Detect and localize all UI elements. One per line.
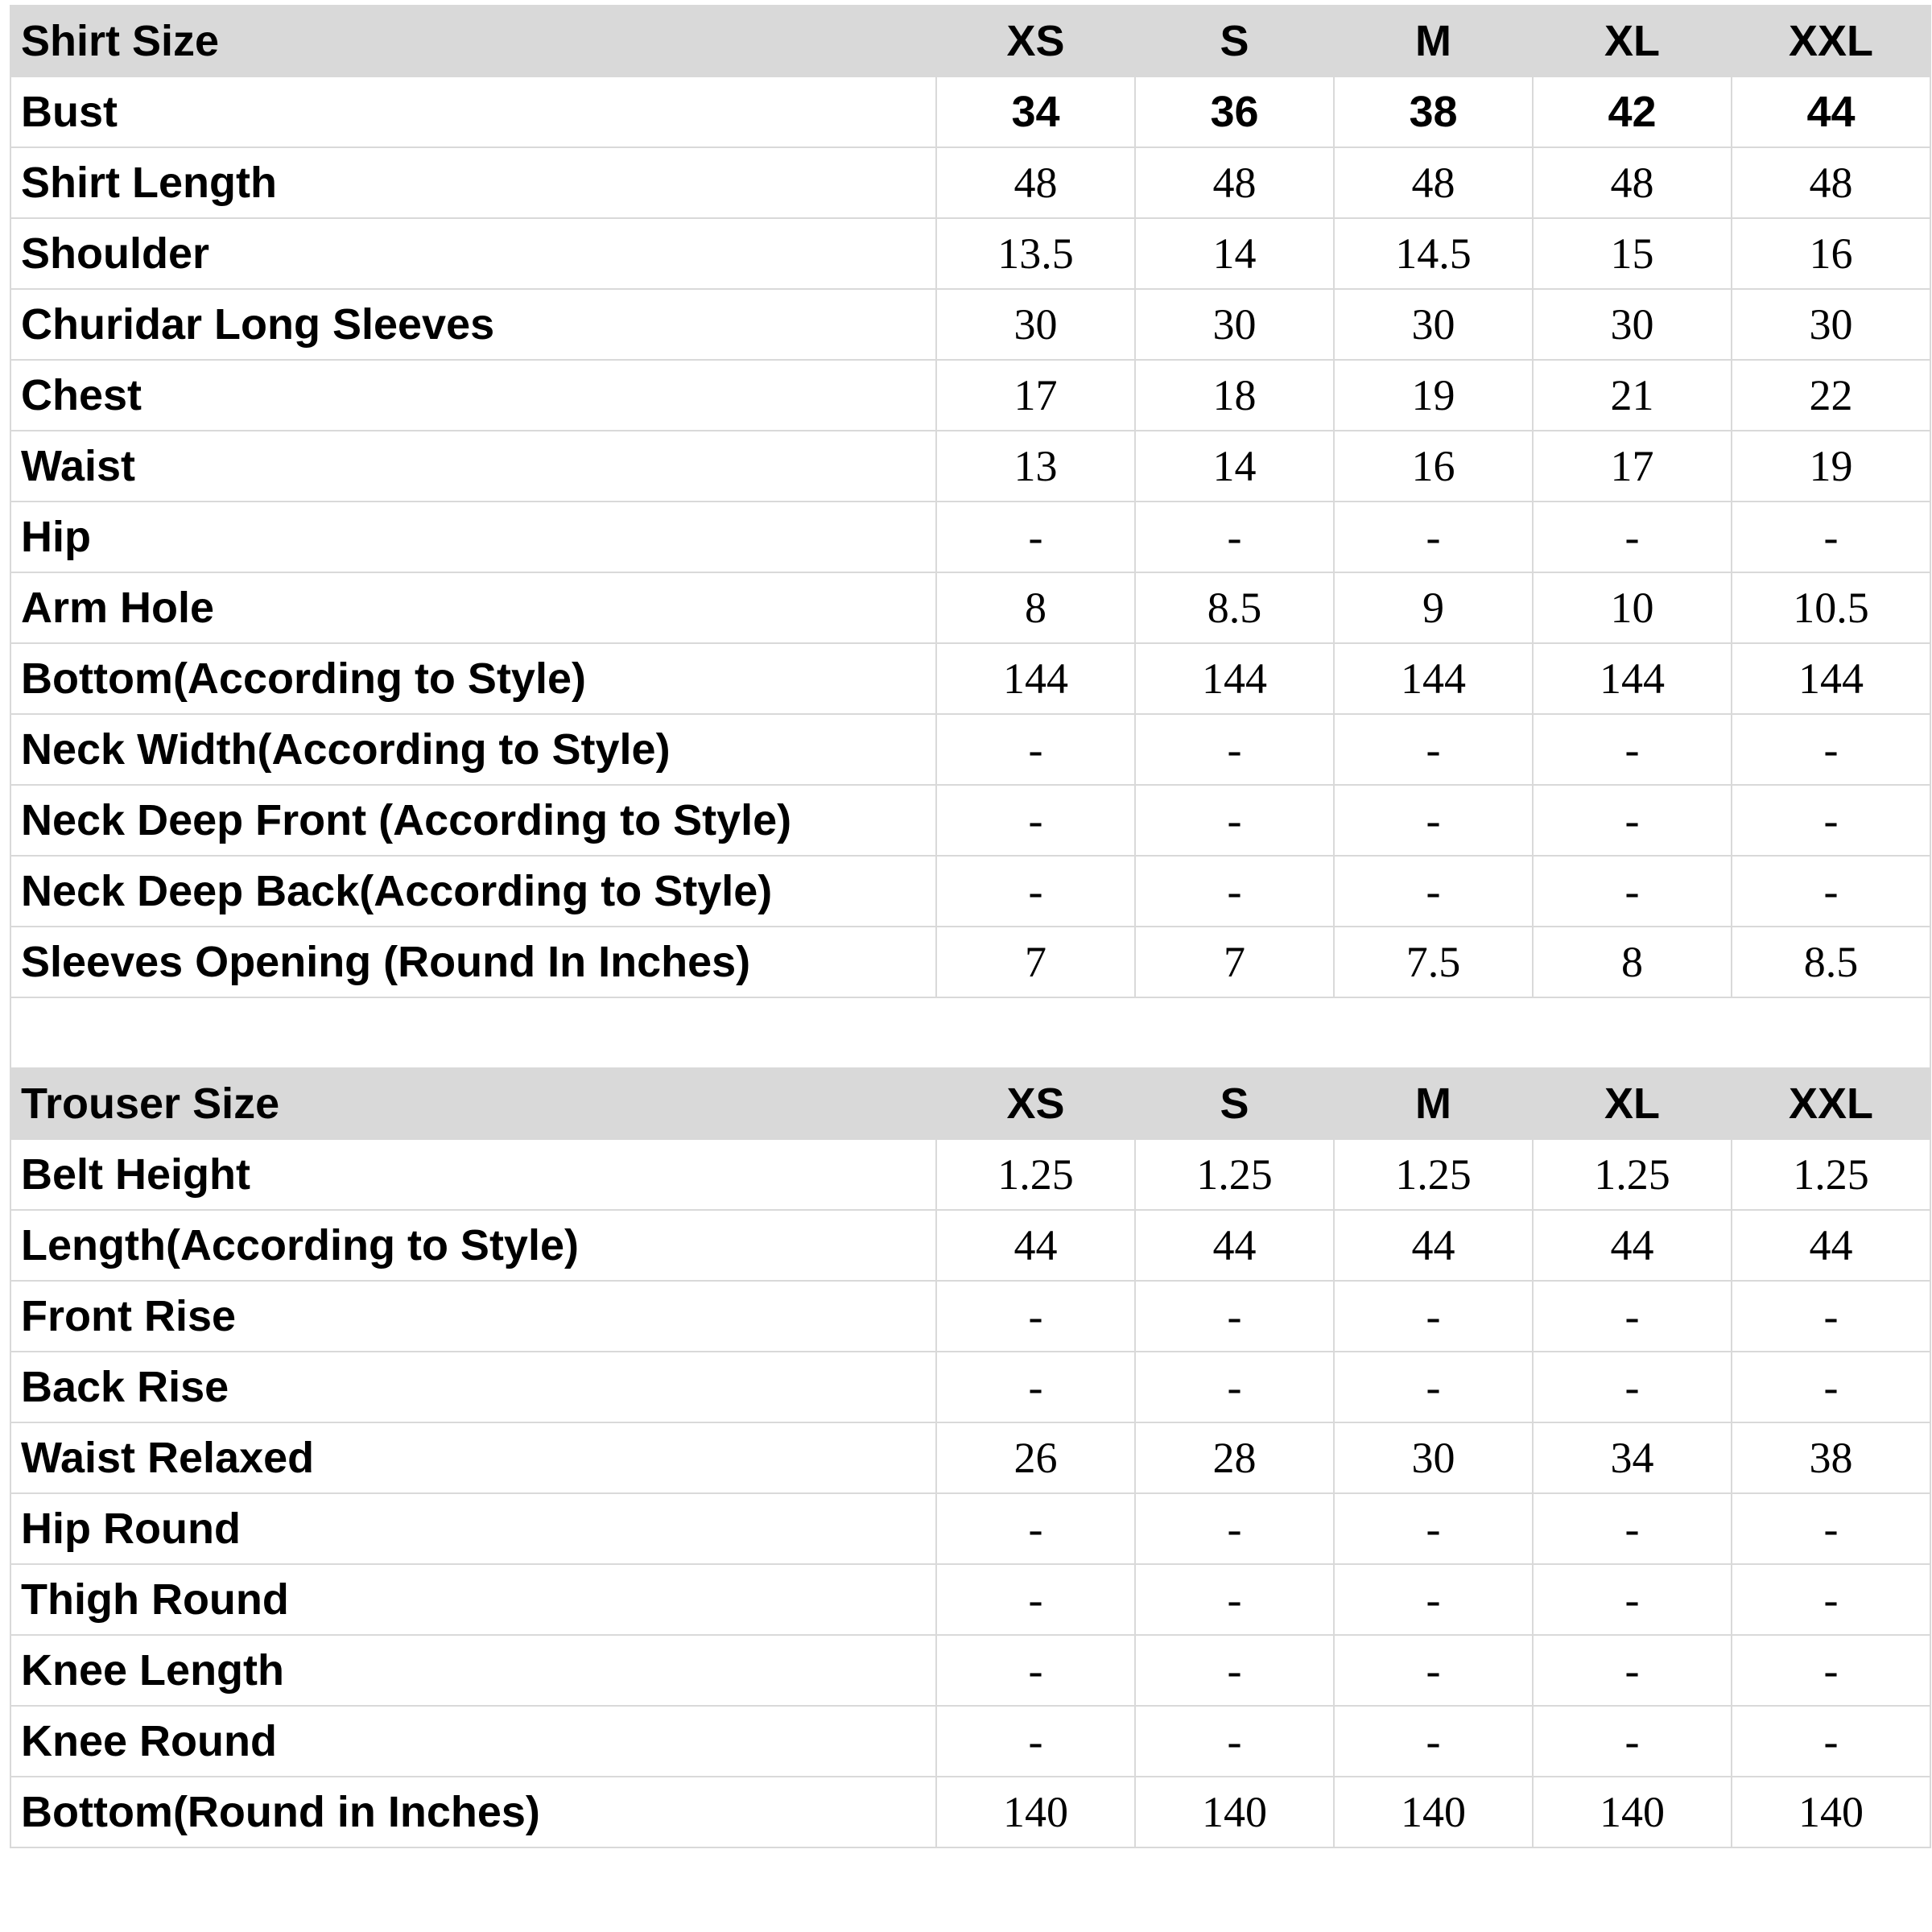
measurement-value: 34 bbox=[1533, 1422, 1732, 1493]
measurement-value: - bbox=[1334, 1493, 1533, 1564]
trouser-size-row bbox=[10, 1422, 1930, 1493]
measurement-value: - bbox=[1135, 502, 1334, 572]
measurement-value: - bbox=[1732, 1281, 1930, 1352]
measurement-value: - bbox=[936, 856, 1135, 927]
measurement-value: 7.5 bbox=[1334, 927, 1533, 997]
measurement-value: - bbox=[1334, 1635, 1533, 1706]
trouser-size-size-header: XL bbox=[1533, 1068, 1732, 1139]
measurement-value: 30 bbox=[936, 289, 1135, 360]
measurement-value: 1.25 bbox=[1334, 1139, 1533, 1210]
measurement-value: - bbox=[1533, 856, 1732, 927]
measurement-value: 38 bbox=[1334, 76, 1533, 147]
measurement-label: Shirt Length bbox=[10, 147, 936, 218]
measurement-label: Chest bbox=[10, 360, 936, 431]
measurement-label: Arm Hole bbox=[10, 572, 936, 643]
trouser-size-row bbox=[10, 1139, 1930, 1210]
measurement-value: 8 bbox=[936, 572, 1135, 643]
shirt-size-row bbox=[10, 785, 1930, 856]
measurement-value: 16 bbox=[1732, 218, 1930, 289]
measurement-value: 140 bbox=[1135, 1777, 1334, 1847]
section-spacer bbox=[10, 997, 1930, 1068]
measurement-value: 30 bbox=[1334, 289, 1533, 360]
measurement-value: 30 bbox=[1135, 289, 1334, 360]
measurement-value: 13 bbox=[936, 431, 1135, 502]
measurement-value: 8.5 bbox=[1135, 572, 1334, 643]
measurement-label: Churidar Long Sleeves bbox=[10, 289, 936, 360]
measurement-label: Hip bbox=[10, 502, 936, 572]
measurement-value: 1.25 bbox=[936, 1139, 1135, 1210]
trouser-size-row bbox=[10, 1706, 1930, 1777]
shirt-size-size-header: S bbox=[1135, 6, 1334, 76]
measurement-value: - bbox=[1533, 785, 1732, 856]
measurement-value: 19 bbox=[1732, 431, 1930, 502]
shirt-size-size-header: XL bbox=[1533, 6, 1732, 76]
measurement-value: - bbox=[1135, 856, 1334, 927]
measurement-value: - bbox=[1533, 1493, 1732, 1564]
measurement-label: Neck Deep Front (According to Style) bbox=[10, 785, 936, 856]
trouser-size-row bbox=[10, 1777, 1930, 1847]
trouser-size-row bbox=[10, 1635, 1930, 1706]
measurement-value: - bbox=[1732, 1493, 1930, 1564]
measurement-value: - bbox=[1732, 502, 1930, 572]
measurement-label: Bottom(Round in Inches) bbox=[10, 1777, 936, 1847]
measurement-value: - bbox=[1533, 1706, 1732, 1777]
shirt-size-row bbox=[10, 360, 1930, 431]
measurement-value: - bbox=[936, 1706, 1135, 1777]
measurement-label: Hip Round bbox=[10, 1493, 936, 1564]
measurement-value: 14 bbox=[1135, 431, 1334, 502]
measurement-value: - bbox=[936, 1493, 1135, 1564]
measurement-value: - bbox=[1533, 502, 1732, 572]
measurement-value: - bbox=[1334, 1352, 1533, 1422]
measurement-value: 144 bbox=[1135, 643, 1334, 714]
measurement-value: 30 bbox=[1533, 289, 1732, 360]
measurement-value: 1.25 bbox=[1135, 1139, 1334, 1210]
measurement-value: 144 bbox=[1732, 643, 1930, 714]
measurement-value: - bbox=[936, 1281, 1135, 1352]
measurement-label: Neck Width(According to Style) bbox=[10, 714, 936, 785]
measurement-value: - bbox=[1334, 856, 1533, 927]
shirt-size-row bbox=[10, 431, 1930, 502]
section-spacer-cell bbox=[10, 997, 1930, 1068]
measurement-value: 38 bbox=[1732, 1422, 1930, 1493]
measurement-value: 10.5 bbox=[1732, 572, 1930, 643]
measurement-value: - bbox=[1732, 714, 1930, 785]
measurement-value: 48 bbox=[1732, 147, 1930, 218]
trouser-size-header-label: Trouser Size bbox=[10, 1068, 936, 1139]
measurement-value: - bbox=[1533, 1352, 1732, 1422]
trouser-size-row bbox=[10, 1564, 1930, 1635]
shirt-size-row bbox=[10, 218, 1930, 289]
measurement-label: Bottom(According to Style) bbox=[10, 643, 936, 714]
measurement-label: Bust bbox=[10, 76, 936, 147]
trouser-size-row bbox=[10, 1210, 1930, 1281]
measurement-value: 140 bbox=[1732, 1777, 1930, 1847]
measurement-value: 8.5 bbox=[1732, 927, 1930, 997]
measurement-value: 48 bbox=[1533, 147, 1732, 218]
trouser-size-size-header: XXL bbox=[1732, 1068, 1930, 1139]
shirt-size-row bbox=[10, 714, 1930, 785]
measurement-value: 42 bbox=[1533, 76, 1732, 147]
measurement-label: Sleeves Opening (Round In Inches) bbox=[10, 927, 936, 997]
measurement-value: 14 bbox=[1135, 218, 1334, 289]
measurement-value: - bbox=[1533, 714, 1732, 785]
measurement-value: 44 bbox=[1334, 1210, 1533, 1281]
shirt-size-header-label: Shirt Size bbox=[10, 6, 936, 76]
measurement-value: 44 bbox=[936, 1210, 1135, 1281]
measurement-label: Belt Height bbox=[10, 1139, 936, 1210]
measurement-value: 7 bbox=[1135, 927, 1334, 997]
shirt-size-row bbox=[10, 289, 1930, 360]
measurement-value: - bbox=[936, 1635, 1135, 1706]
measurement-label: Thigh Round bbox=[10, 1564, 936, 1635]
trouser-size-row bbox=[10, 1352, 1930, 1422]
measurement-value: 144 bbox=[936, 643, 1135, 714]
measurement-value: - bbox=[936, 785, 1135, 856]
measurement-value: 48 bbox=[1135, 147, 1334, 218]
measurement-value: 28 bbox=[1135, 1422, 1334, 1493]
measurement-value: 14.5 bbox=[1334, 218, 1533, 289]
shirt-size-row bbox=[10, 856, 1930, 927]
measurement-value: 15 bbox=[1533, 218, 1732, 289]
measurement-value: 22 bbox=[1732, 360, 1930, 431]
trouser-size-size-header: XS bbox=[936, 1068, 1135, 1139]
measurement-value: 17 bbox=[1533, 431, 1732, 502]
measurement-value: - bbox=[1732, 1352, 1930, 1422]
measurement-value: - bbox=[1533, 1635, 1732, 1706]
measurement-value: - bbox=[1533, 1564, 1732, 1635]
measurement-value: 44 bbox=[1135, 1210, 1334, 1281]
shirt-size-header-row bbox=[10, 6, 1930, 76]
measurement-value: - bbox=[936, 1564, 1135, 1635]
measurement-label: Knee Round bbox=[10, 1706, 936, 1777]
measurement-value: - bbox=[1732, 1564, 1930, 1635]
measurement-value: - bbox=[1135, 1706, 1334, 1777]
measurement-value: - bbox=[1135, 785, 1334, 856]
measurement-value: 21 bbox=[1533, 360, 1732, 431]
trouser-size-row bbox=[10, 1493, 1930, 1564]
shirt-size-row bbox=[10, 502, 1930, 572]
measurement-value: 30 bbox=[1334, 1422, 1533, 1493]
measurement-value: 1.25 bbox=[1732, 1139, 1930, 1210]
shirt-size-row bbox=[10, 927, 1930, 997]
measurement-value: 140 bbox=[1334, 1777, 1533, 1847]
measurement-value: - bbox=[1135, 1352, 1334, 1422]
measurement-value: - bbox=[1732, 785, 1930, 856]
measurement-value: 144 bbox=[1533, 643, 1732, 714]
measurement-value: 16 bbox=[1334, 431, 1533, 502]
measurement-value: - bbox=[936, 714, 1135, 785]
size-chart-table bbox=[10, 5, 1931, 1848]
measurement-value: - bbox=[1732, 856, 1930, 927]
measurement-value: 44 bbox=[1732, 76, 1930, 147]
shirt-size-row bbox=[10, 572, 1930, 643]
measurement-value: 48 bbox=[1334, 147, 1533, 218]
measurement-value: 140 bbox=[1533, 1777, 1732, 1847]
measurement-value: 30 bbox=[1732, 289, 1930, 360]
size-chart bbox=[10, 5, 1930, 1848]
measurement-label: Knee Length bbox=[10, 1635, 936, 1706]
shirt-size-size-header: M bbox=[1334, 6, 1533, 76]
measurement-value: - bbox=[1135, 714, 1334, 785]
measurement-value: 44 bbox=[1732, 1210, 1930, 1281]
measurement-value: - bbox=[1732, 1635, 1930, 1706]
measurement-value: - bbox=[1533, 1281, 1732, 1352]
measurement-value: - bbox=[1135, 1564, 1334, 1635]
measurement-value: - bbox=[1334, 714, 1533, 785]
measurement-value: 1.25 bbox=[1533, 1139, 1732, 1210]
measurement-label: Neck Deep Back(According to Style) bbox=[10, 856, 936, 927]
shirt-size-row bbox=[10, 147, 1930, 218]
shirt-size-row bbox=[10, 76, 1930, 147]
measurement-label: Front Rise bbox=[10, 1281, 936, 1352]
shirt-size-size-header: XS bbox=[936, 6, 1135, 76]
measurement-value: - bbox=[1135, 1635, 1334, 1706]
measurement-value: 13.5 bbox=[936, 218, 1135, 289]
measurement-value: 140 bbox=[936, 1777, 1135, 1847]
trouser-size-size-header: M bbox=[1334, 1068, 1533, 1139]
measurement-value: 10 bbox=[1533, 572, 1732, 643]
measurement-value: - bbox=[1334, 1564, 1533, 1635]
measurement-value: - bbox=[936, 502, 1135, 572]
measurement-value: - bbox=[1334, 785, 1533, 856]
trouser-size-size-header: S bbox=[1135, 1068, 1334, 1139]
measurement-value: 8 bbox=[1533, 927, 1732, 997]
measurement-value: 36 bbox=[1135, 76, 1334, 147]
measurement-label: Waist bbox=[10, 431, 936, 502]
measurement-value: 17 bbox=[936, 360, 1135, 431]
measurement-label: Shoulder bbox=[10, 218, 936, 289]
trouser-size-header-row bbox=[10, 1068, 1930, 1139]
shirt-size-size-header: XXL bbox=[1732, 6, 1930, 76]
measurement-label: Waist Relaxed bbox=[10, 1422, 936, 1493]
shirt-size-row bbox=[10, 643, 1930, 714]
measurement-value: - bbox=[1334, 1281, 1533, 1352]
measurement-value: 48 bbox=[936, 147, 1135, 218]
measurement-value: 44 bbox=[1533, 1210, 1732, 1281]
measurement-value: - bbox=[1334, 1706, 1533, 1777]
measurement-value: 34 bbox=[936, 76, 1135, 147]
measurement-value: - bbox=[936, 1352, 1135, 1422]
measurement-label: Back Rise bbox=[10, 1352, 936, 1422]
measurement-value: 19 bbox=[1334, 360, 1533, 431]
measurement-value: 9 bbox=[1334, 572, 1533, 643]
measurement-value: - bbox=[1135, 1493, 1334, 1564]
measurement-value: 7 bbox=[936, 927, 1135, 997]
measurement-label: Length(According to Style) bbox=[10, 1210, 936, 1281]
measurement-value: 26 bbox=[936, 1422, 1135, 1493]
measurement-value: - bbox=[1334, 502, 1533, 572]
measurement-value: - bbox=[1135, 1281, 1334, 1352]
measurement-value: 144 bbox=[1334, 643, 1533, 714]
trouser-size-row bbox=[10, 1281, 1930, 1352]
measurement-value: - bbox=[1732, 1706, 1930, 1777]
measurement-value: 18 bbox=[1135, 360, 1334, 431]
